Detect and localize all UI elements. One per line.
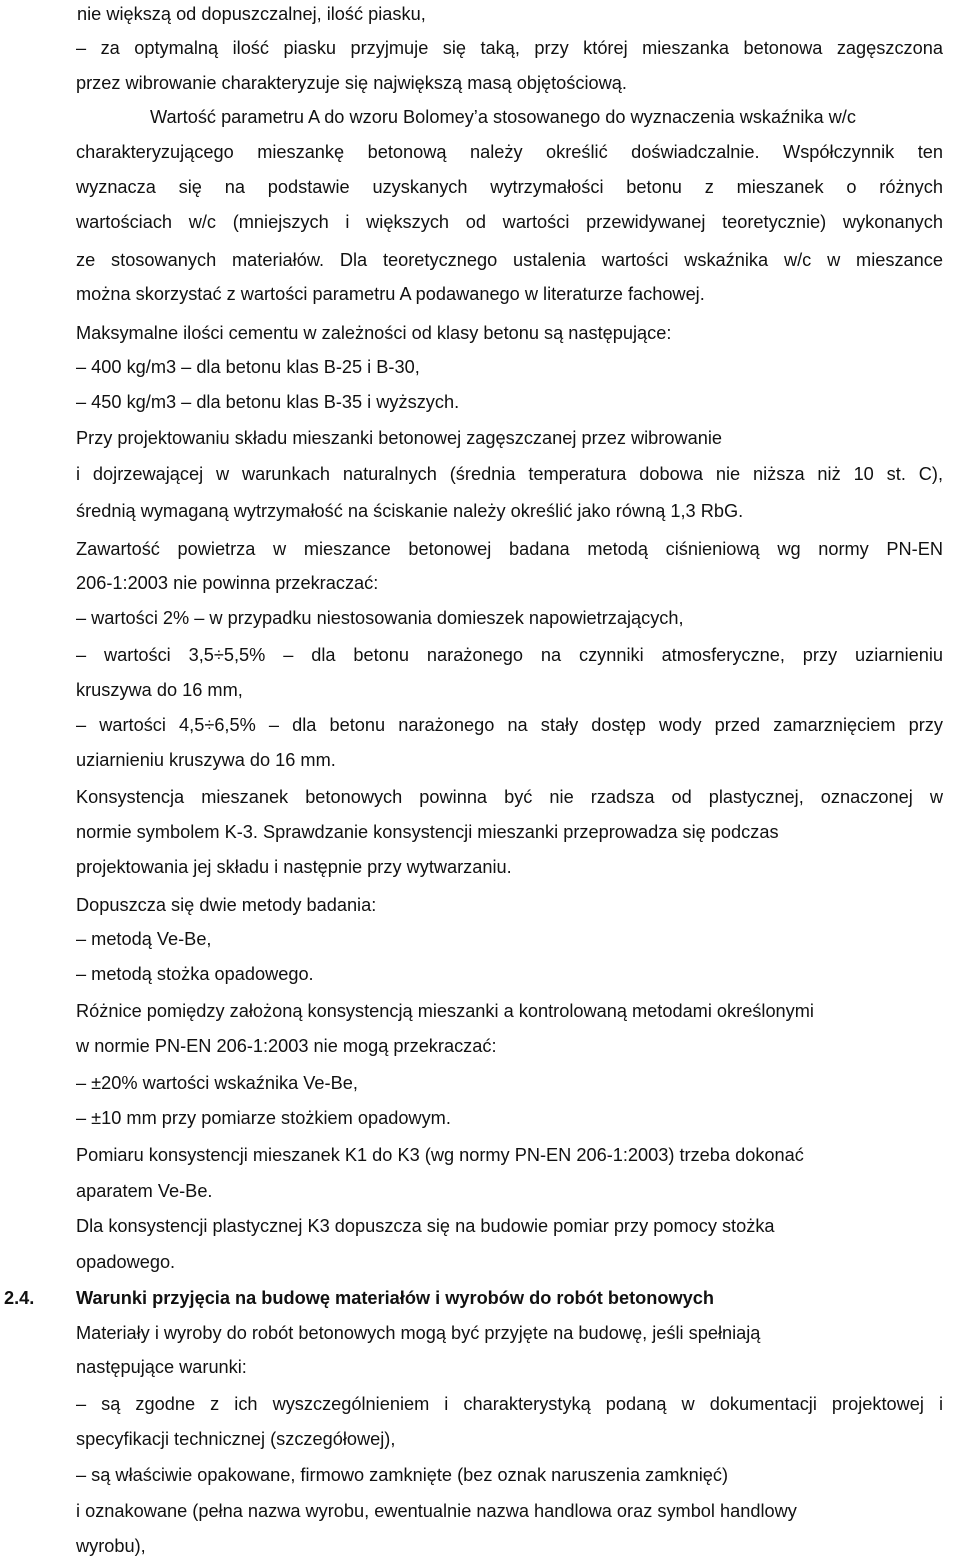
- text-line: Pomiaru konsystencji mieszanek K1 do K3 (wg normy PN-EN 206-1:2003) trzeba dokonać: [76, 1145, 804, 1165]
- text-line: Dopuszcza się dwie metody badania:: [76, 895, 377, 915]
- text-line: przez wibrowanie charakteryzuje się największą masą objętościową.: [76, 73, 627, 93]
- text-line: opadowego.: [76, 1252, 176, 1272]
- text-line: w normie PN-EN 206-1:2003 nie mogą przekraczać:: [76, 1036, 497, 1056]
- list-item: – 450 kg/m3 – dla betonu klas B-35 i wyższych.: [76, 392, 460, 412]
- list-item: – metodą stożka opadowego.: [76, 964, 314, 984]
- text-line: Konsystencja mieszanek betonowych powinna być nie rzadsza od plastycznej, oznaczonej w: [76, 787, 943, 807]
- text-line: wyznacza się na podstawie uzyskanych wytrzymałości betonu z mieszanek o różnych: [76, 177, 943, 197]
- list-item: – metodą Ve-Be,: [76, 929, 212, 949]
- text-line: kruszywa do 16 mm,: [76, 680, 243, 700]
- text-line: średnią wymaganą wytrzymałość na ściskanie należy określić jako równą 1,3 RbG.: [76, 501, 744, 521]
- paragraph-start: Wartość parametru A do wzoru Bolomey’a stosowanego do wyznaczenia wskaźnika w/c: [150, 107, 856, 127]
- list-item: – wartości 3,5÷5,5% – dla betonu narażonego na czynniki atmosferyczne, przy uziarnieniu: [76, 645, 943, 665]
- text-line: można skorzystać z wartości parametru A podawanego w literaturze fachowej.: [76, 284, 705, 304]
- text-line: nie większą od dopuszczalnej, ilość piasku,: [77, 4, 426, 24]
- list-item: – są zgodne z ich wyszczególnieniem i charakterystyką podaną w dokumentacji projektowej i: [76, 1394, 943, 1414]
- text-line: Materiały i wyroby do robót betonowych mogą być przyjęte na budowę, jeśli spełniają: [76, 1323, 761, 1343]
- section-number: 2.4.: [4, 1288, 35, 1308]
- text-line: Zawartość powietrza w mieszance betonowej badana metodą ciśnieniową wg normy PN-EN: [76, 539, 943, 559]
- text-line: Maksymalne ilości cementu w zależności od klasy betonu są następujące:: [76, 323, 672, 343]
- text-line: ze stosowanych materiałów. Dla teoretycznego ustalenia wartości wskaźnika w/c w mieszance: [76, 250, 943, 270]
- text-line: i oznakowane (pełna nazwa wyrobu, ewentualnie nazwa handlowa oraz symbol handlowy: [76, 1501, 797, 1521]
- text-line: wartościach w/c (mniejszych i większych od wartości przewidywanej teoretycznie) wykonanych: [76, 212, 943, 232]
- text-line: charakteryzującego mieszankę betonową należy określić doświadczalnie. Współczynnik ten: [76, 142, 943, 162]
- text-line: projektowania jej składu i następnie przy wytwarzaniu.: [76, 857, 512, 877]
- text-line: Różnice pomiędzy założoną konsystencją mieszanki a kontrolowaną metodami określonymi: [76, 1001, 814, 1021]
- text-line: wyrobu),: [76, 1536, 146, 1556]
- text-line: uziarnieniu kruszywa do 16 mm.: [76, 750, 336, 770]
- text-line: Przy projektowaniu składu mieszanki betonowej zagęszczanej przez wibrowanie: [76, 428, 722, 448]
- list-item: – 400 kg/m3 – dla betonu klas B-25 i B-30,: [76, 357, 420, 377]
- text-line: normie symbolem K-3. Sprawdzanie konsystencji mieszanki przeprowadza się podczas: [76, 822, 779, 842]
- text-line: następujące warunki:: [76, 1357, 247, 1377]
- text-line: aparatem Ve-Be.: [76, 1181, 213, 1201]
- list-item: – są właściwie opakowane, firmowo zamknięte (bez oznak naruszenia zamknięć): [76, 1465, 729, 1485]
- list-item: – wartości 4,5÷6,5% – dla betonu narażonego na stały dostęp wody przed zamarznięciem przy: [76, 715, 943, 735]
- section-title: Warunki przyjęcia na budowę materiałów i wyrobów do robót betonowych: [76, 1288, 714, 1308]
- list-item: – wartości 2% – w przypadku niestosowania domieszek napowietrzających,: [76, 608, 684, 628]
- text-line: Dla konsystencji plastycznej K3 dopuszcza się na budowie pomiar przy pomocy stożka: [76, 1216, 775, 1236]
- text-line: 206-1:2003 nie powinna przekraczać:: [76, 573, 379, 593]
- list-item: – ±20% wartości wskaźnika Ve-Be,: [76, 1073, 358, 1093]
- text-line: specyfikacji technicznej (szczegółowej),: [76, 1429, 396, 1449]
- text-line: i dojrzewającej w warunkach naturalnych (średnia temperatura dobowa nie niższa niż 10 st. C),: [76, 464, 943, 484]
- list-item: – ±10 mm przy pomiarze stożkiem opadowym.: [76, 1108, 451, 1128]
- list-item: – za optymalną ilość piasku przyjmuje się taką, przy której mieszanka betonowa zagęszczona: [76, 38, 943, 58]
